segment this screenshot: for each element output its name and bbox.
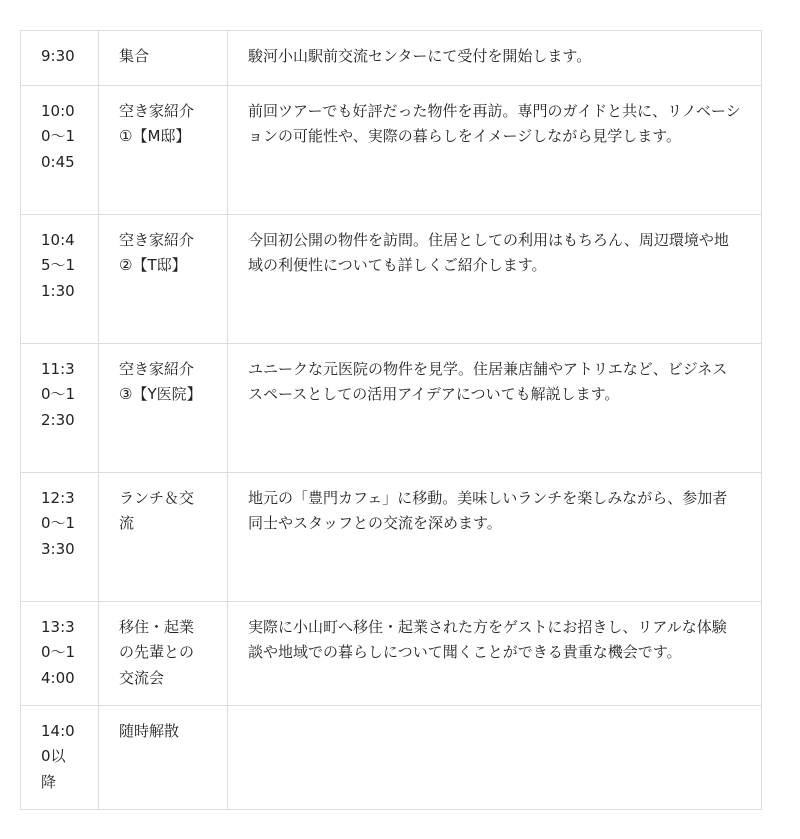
event-cell bbox=[99, 706, 228, 810]
description-cell bbox=[228, 602, 762, 706]
table-row bbox=[21, 215, 762, 344]
event-text: 移住・起業の先輩との交流会 bbox=[119, 618, 195, 687]
schedule-table bbox=[20, 30, 762, 810]
time-text: 14:00以降 bbox=[41, 722, 75, 791]
table-row bbox=[21, 706, 762, 810]
event-cell bbox=[99, 602, 228, 706]
time-cell bbox=[21, 215, 99, 344]
event-text: 空き家紹介②【T邸】 bbox=[119, 231, 195, 275]
description-text: 駿河小山駅前交流センターにて受付を開始します。 bbox=[248, 47, 592, 65]
schedule-body bbox=[21, 31, 762, 810]
description-text: 前回ツアーでも好評だった物件を再訪。専門のガイドと共に、リノベーションの可能性や、実際の暮らしをイメージしながら見学します。 bbox=[248, 102, 741, 146]
time-cell bbox=[21, 473, 99, 602]
event-cell bbox=[99, 31, 228, 86]
description-cell bbox=[228, 215, 762, 344]
event-text: 空き家紹介③【Y医院】 bbox=[119, 360, 202, 404]
event-text: 空き家紹介①【M邸】 bbox=[119, 102, 195, 146]
time-cell bbox=[21, 31, 99, 86]
description-cell bbox=[228, 473, 762, 602]
event-cell bbox=[99, 86, 228, 215]
description-cell bbox=[228, 31, 762, 86]
time-text: 10:00〜10:45 bbox=[41, 102, 76, 171]
time-cell bbox=[21, 602, 99, 706]
time-text: 9:30 bbox=[41, 47, 75, 65]
time-cell bbox=[21, 86, 99, 215]
event-cell bbox=[99, 473, 228, 602]
event-cell bbox=[99, 344, 228, 473]
description-text: 実際に小山町へ移住・起業された方をゲストにお招きし、リアルな体験談や地域での暮らしについて聞くことができる貴重な機会です。 bbox=[248, 618, 727, 662]
table-row bbox=[21, 473, 762, 602]
description-cell bbox=[228, 706, 762, 810]
table-row bbox=[21, 344, 762, 473]
time-cell bbox=[21, 706, 99, 810]
time-text: 11:30〜12:30 bbox=[41, 360, 76, 429]
table-row bbox=[21, 86, 762, 215]
description-text: ユニークな元医院の物件を見学。住居兼店舗やアトリエなど、ビジネススペースとしての活用アイデアについても解説します。 bbox=[248, 360, 728, 404]
event-text: 随時解散 bbox=[119, 722, 180, 740]
event-text: ランチ＆交流 bbox=[119, 489, 195, 533]
event-cell bbox=[99, 215, 228, 344]
time-text: 13:30〜14:00 bbox=[41, 618, 76, 687]
time-cell bbox=[21, 344, 99, 473]
event-text: 集合 bbox=[119, 47, 150, 65]
time-text: 12:30〜13:30 bbox=[41, 489, 76, 558]
table-row bbox=[21, 602, 762, 706]
description-text: 地元の「豊門カフェ」に移動。美味しいランチを楽しみながら、参加者同士やスタッフとの交流を深めます。 bbox=[248, 489, 728, 533]
time-text: 10:45〜11:30 bbox=[41, 231, 76, 300]
description-cell bbox=[228, 86, 762, 215]
description-text: 今回初公開の物件を訪問。住居としての利用はもちろん、周辺環境や地域の利便性についても詳しくご紹介します。 bbox=[248, 231, 729, 275]
description-cell bbox=[228, 344, 762, 473]
table-row bbox=[21, 31, 762, 86]
